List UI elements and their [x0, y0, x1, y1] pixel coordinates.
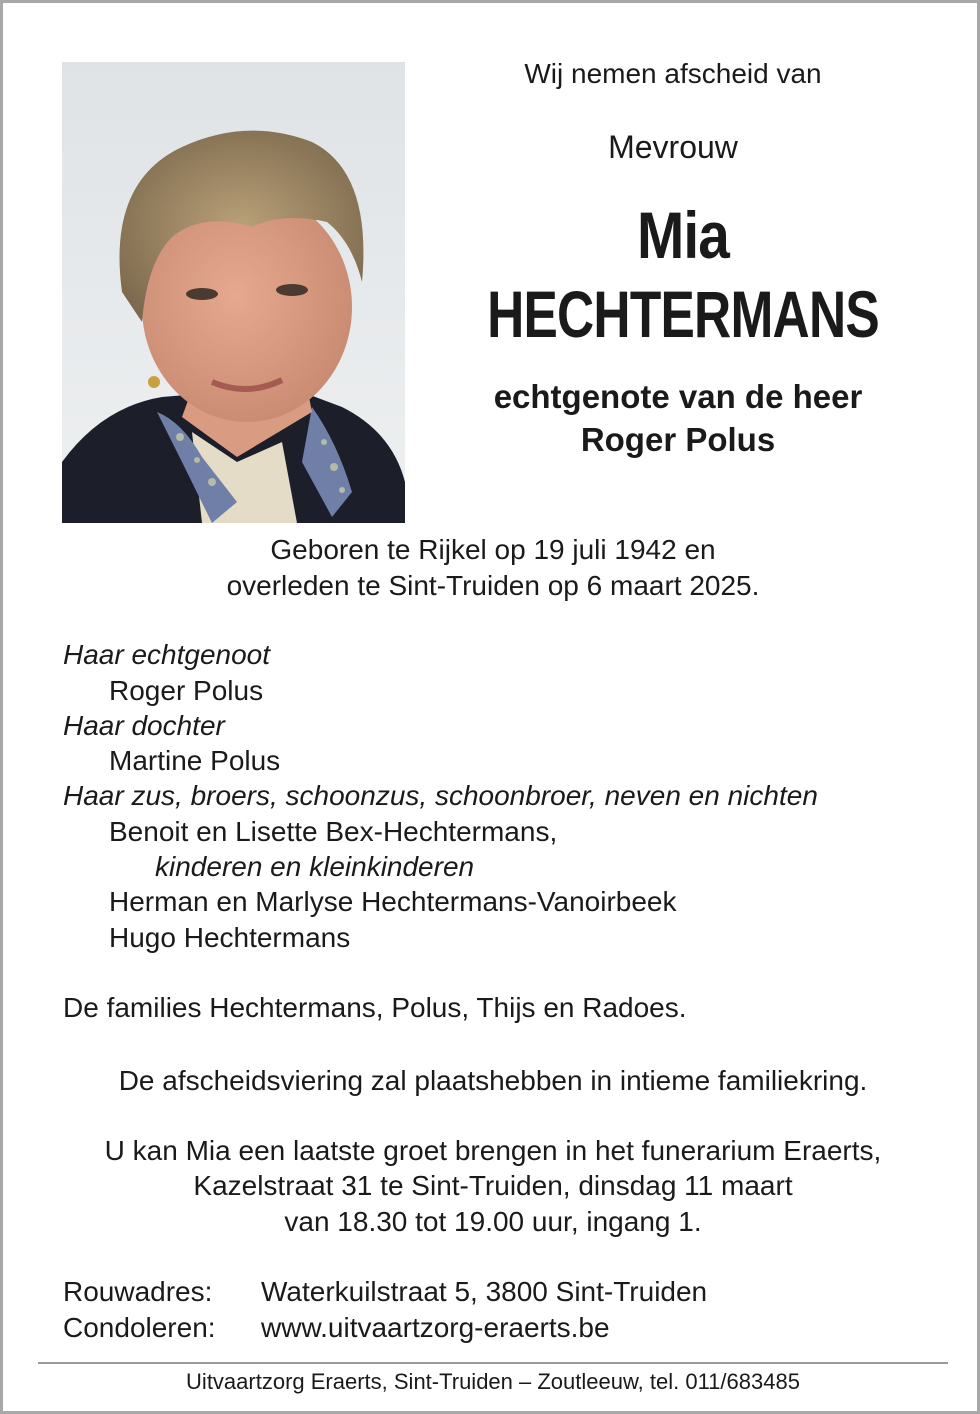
- birth-line: Geboren te Rijkel op 19 juli 1942 en: [270, 534, 716, 565]
- sibling-2: Herman en Marlyse Hechtermans-Vanoirbeek: [109, 886, 677, 917]
- death-line: overleden te Sint-Truiden op 6 maart 2025.: [226, 570, 760, 601]
- visit-line-2: Kazelstraat 31 te Sint-Truiden, dinsdag 11 maart: [193, 1170, 793, 1201]
- footer-text: Uitvaartzorg Eraerts, Sint-Truiden – Zoutleeuw, tel. 011/683485: [186, 1369, 800, 1394]
- condolence-link[interactable]: www.uitvaartzorg-eraerts.be: [261, 1312, 610, 1343]
- portrait-illustration: [62, 62, 405, 523]
- sibling-3: Hugo Hechtermans: [109, 922, 351, 953]
- address-value: Waterkuilstraat 5, 3800 Sint-Truiden: [261, 1276, 708, 1307]
- sibling-1: Benoit en Lisette Bex-Hechtermans,: [109, 816, 558, 847]
- title-text: Mevrouw: [608, 129, 738, 165]
- address-label: Rouwadres:: [63, 1276, 213, 1307]
- families-line: De families Hechtermans, Polus, Thijs en Radoes.: [63, 992, 687, 1023]
- visit-line-1: U kan Mia een laatste groet brengen in het funerarium Eraerts,: [104, 1135, 882, 1166]
- label-siblings: Haar zus, broers, schoonzus, schoonbroer, neven en nichten: [63, 780, 818, 811]
- spouse-relation: echtgenote van de heer: [493, 378, 863, 415]
- intro-text: Wij nemen afscheid van: [524, 58, 822, 89]
- last-name: HECHTERMANS: [487, 277, 879, 351]
- ceremony-text: De afscheidsviering zal plaatshebben in intieme familiekring.: [118, 1065, 868, 1096]
- footer-divider: [38, 1362, 948, 1364]
- condolence-label: Condoleren:: [63, 1312, 216, 1343]
- daughter-name: Martine Polus: [109, 745, 281, 776]
- portrait-photo: [62, 62, 405, 523]
- label-daughter: Haar dochter: [63, 710, 225, 741]
- spouse-name: Roger Polus: [109, 675, 264, 706]
- label-spouse: Haar echtgenoot: [63, 639, 271, 670]
- spouse-name-heading: Roger Polus: [580, 421, 776, 458]
- first-name: Mia: [636, 198, 730, 272]
- visit-line-3: van 18.30 tot 19.00 uur, ingang 1.: [284, 1206, 702, 1237]
- sibling-1-children: kinderen en kleinkinderen: [155, 851, 475, 882]
